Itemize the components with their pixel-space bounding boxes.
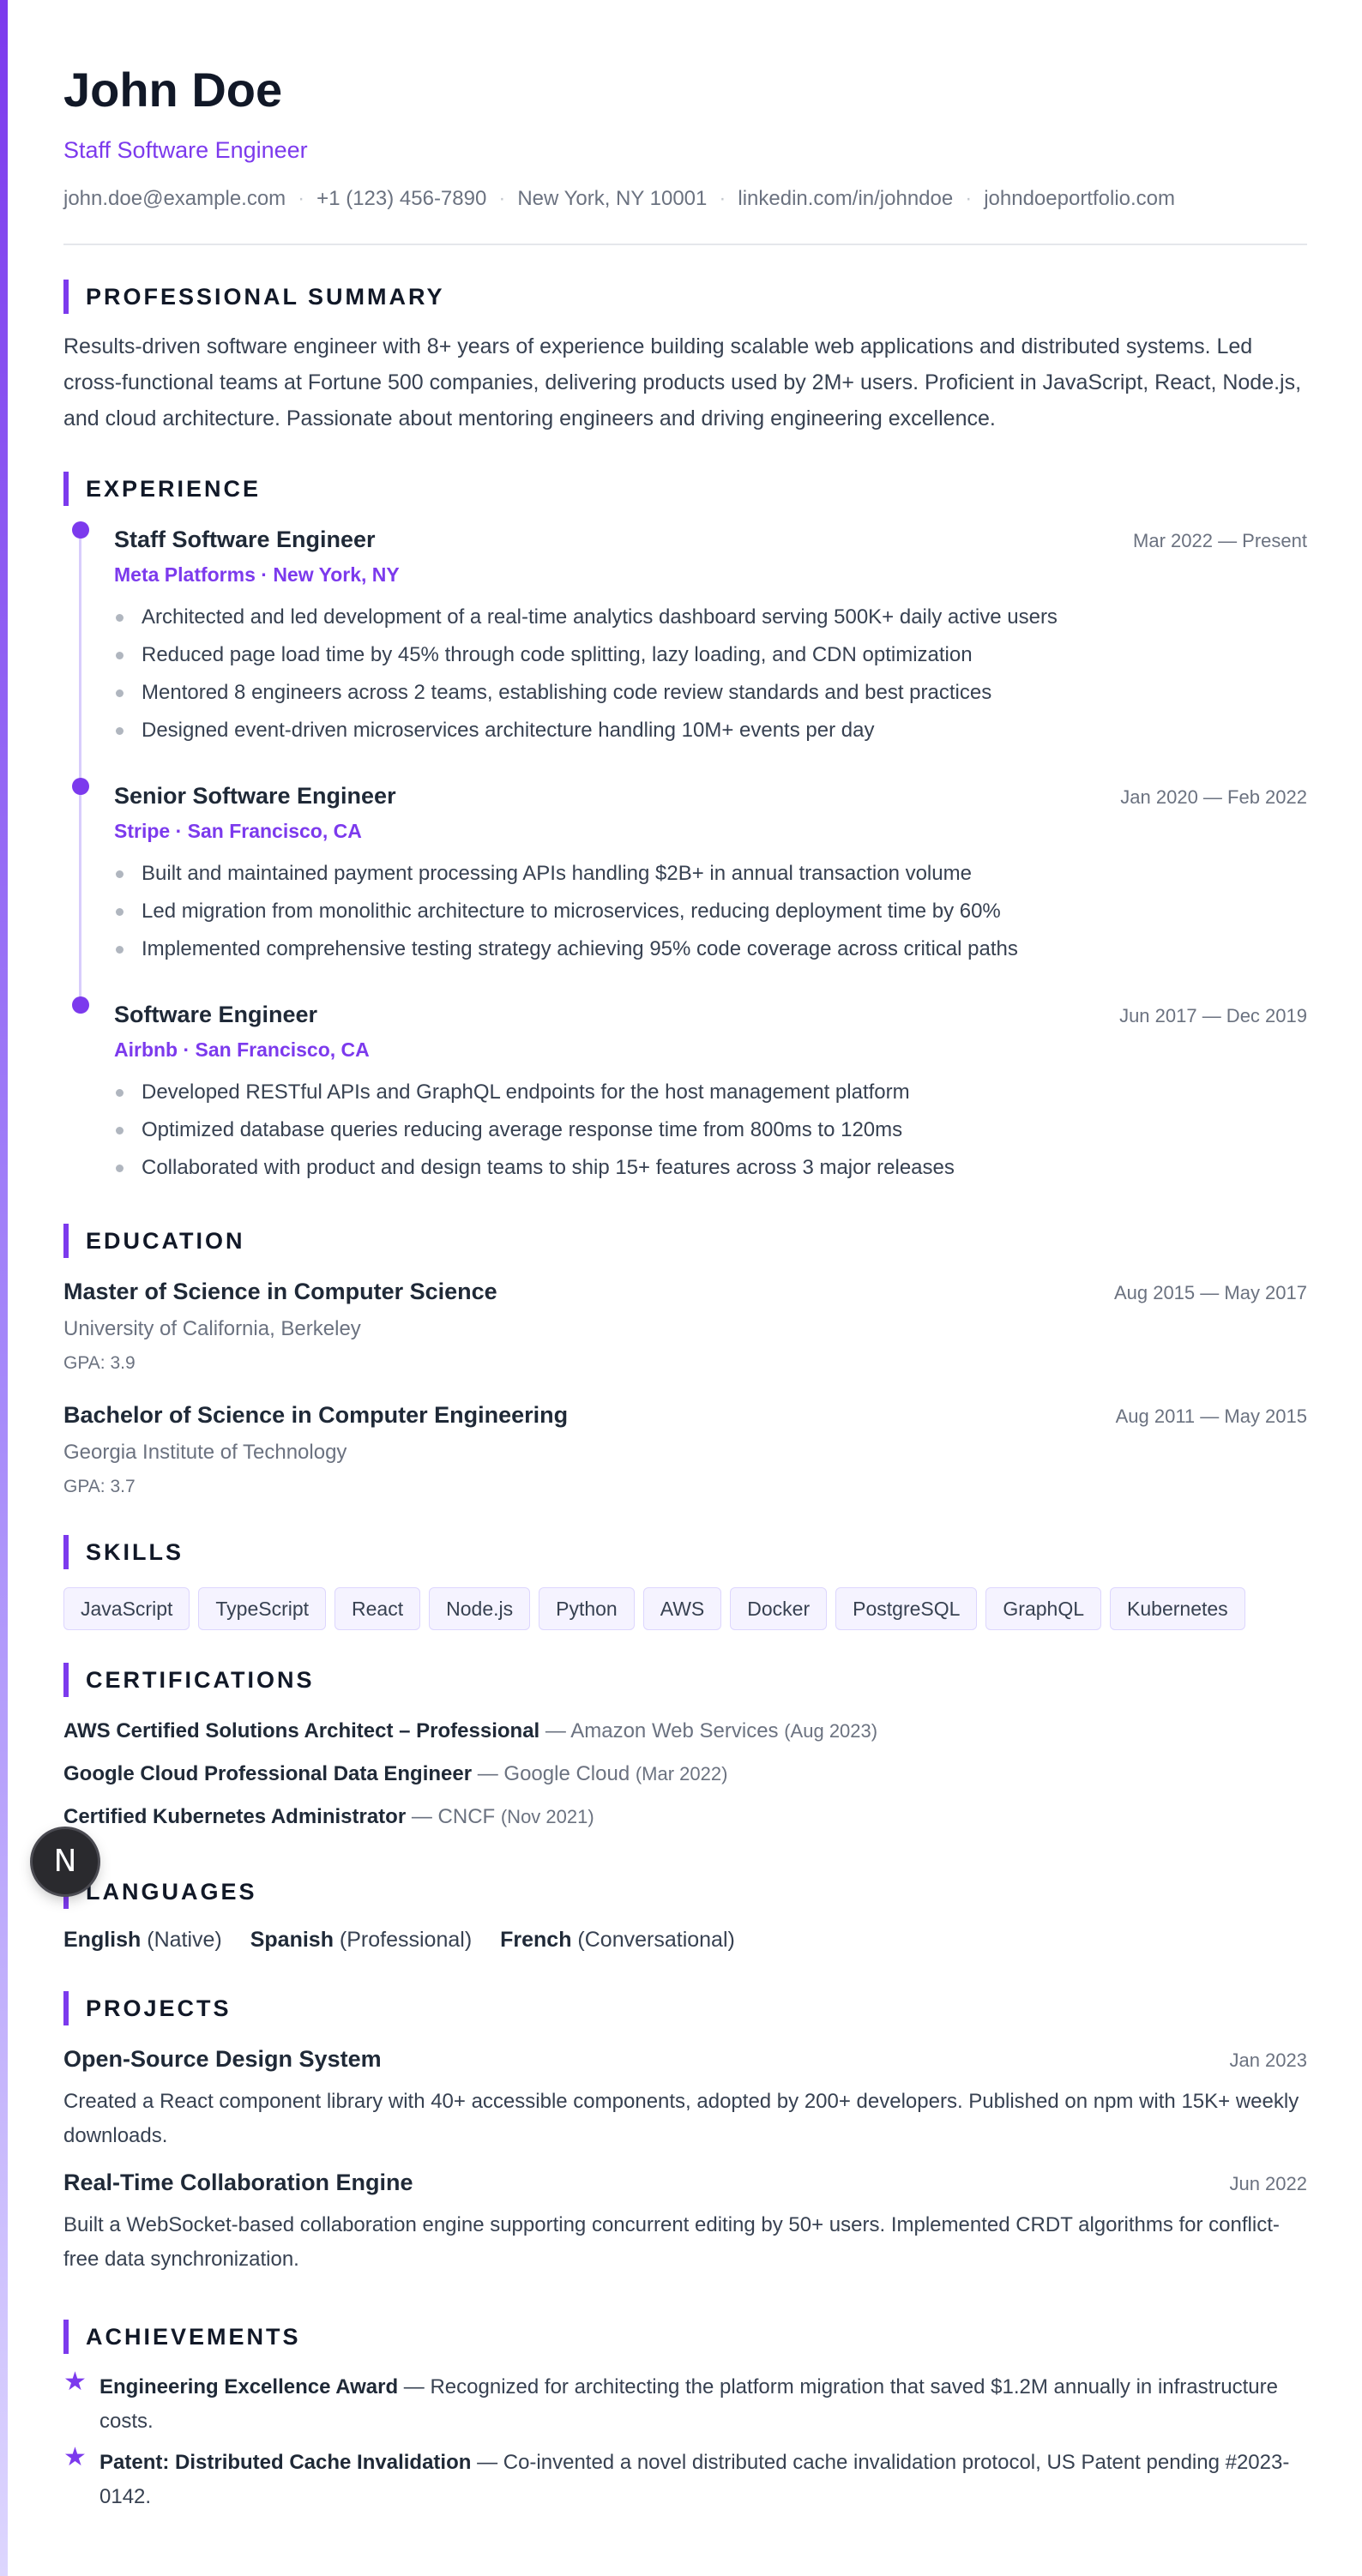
timeline-dot <box>72 778 89 795</box>
certification-item <box>63 1719 877 1743</box>
star-icon: ★ <box>63 2368 87 2396</box>
project-item <box>63 2046 1307 2153</box>
job-dates: Jun 2017 — Dec 2019 <box>1119 1005 1307 1026</box>
job-bullet: Mentored 8 engineers across 2 teams, establishing code review standards and best practices <box>114 674 1307 712</box>
contact-portfolio[interactable]: johndoeportfolio.com <box>984 187 1176 210</box>
summary-text: Results-driven software engineer with 8+ years of experience building scalable web applications and distributed systems. Led cross-functional teams at Fortune 500 companies, delivering products used by 2M+ users. Proficient in JavaScript, React, Node.js, and cloud architecture. Passionate about mentoring engineers and driving engineering excellence. <box>63 334 1302 430</box>
skill-chip: JavaScript <box>63 1587 190 1630</box>
experience-timeline <box>79 530 81 1003</box>
project-date: Jan 2023 <box>1229 2049 1307 2071</box>
job-bullet: Architected and led development of a real-time analytics dashboard serving 500K+ daily active users <box>114 599 1307 636</box>
certification-issuer: — Google Cloud <box>477 1762 630 1785</box>
section-heading-skills: SKILLS <box>63 1535 184 1569</box>
skill-chip: TypeScript <box>198 1587 326 1630</box>
languages-list <box>63 1928 757 1953</box>
job-title: Software Engineer <box>114 1002 318 1027</box>
contact-linkedin[interactable]: linkedin.com/in/johndoe <box>738 187 954 210</box>
job-bullet: Reduced page load time by 45% through code splitting, lazy loading, and CDN optimization <box>114 636 1307 674</box>
achievement-item <box>63 2443 1307 2514</box>
candidate-title: Staff Software Engineer <box>63 137 308 163</box>
experience-item <box>114 783 1307 968</box>
project-name: Real-Time Collaboration Engine <box>63 2170 413 2195</box>
job-company: Airbnb · San Francisco, CA <box>114 1038 370 1061</box>
section-heading-achievements: ACHIEVEMENTS <box>63 2320 301 2354</box>
education-gpa: GPA: 3.7 <box>63 1477 136 1496</box>
language-item: Spanish (Professional) <box>250 1928 473 1952</box>
language-item: English (Native) <box>63 1928 222 1952</box>
job-company: Stripe · San Francisco, CA <box>114 820 362 842</box>
timeline-dot <box>72 996 89 1014</box>
experience-item <box>114 527 1307 749</box>
project-date: Jun 2022 <box>1229 2173 1307 2194</box>
job-company: Meta Platforms · New York, NY <box>114 563 400 586</box>
certification-item <box>63 1762 727 1786</box>
certification-name: Certified Kubernetes Administrator <box>63 1805 407 1828</box>
section-heading-education: EDUCATION <box>63 1224 245 1258</box>
education-degree: Bachelor of Science in Computer Engineering <box>63 1402 569 1428</box>
certification-issuer: — CNCF <box>411 1805 496 1828</box>
education-school: University of California, Berkeley <box>63 1317 361 1340</box>
contact-line: john.doe@example.com · +1 (123) 456-7890 · New York, NY 10001 · linkedin.com/in/johndoe · johndoeportfolio.com <box>63 187 1176 210</box>
language-item: French (Conversational) <box>500 1928 735 1952</box>
project-description: Created a React component library with 40+ accessible components, adopted by 200+ developers. Published on npm with 15K+ weekly downloads. <box>63 2090 1299 2147</box>
job-bullet: Implemented comprehensive testing strategy achieving 95% code coverage across critical paths <box>114 930 1307 968</box>
job-bullet: Collaborated with product and design teams to ship 15+ features across 3 major releases <box>114 1149 1307 1187</box>
section-heading-projects: PROJECTS <box>63 1991 232 2025</box>
job-bullet: Led migration from monolithic architecture to microservices, reducing deployment time by 60% <box>114 893 1307 930</box>
education-degree: Master of Science in Computer Science <box>63 1279 497 1304</box>
education-gpa: GPA: 3.9 <box>63 1353 136 1373</box>
education-dates: Aug 2015 — May 2017 <box>1113 1282 1307 1303</box>
job-dates: Jan 2020 — Feb 2022 <box>1120 786 1307 808</box>
certification-date: (Aug 2023) <box>784 1720 878 1742</box>
section-heading-certifications: CERTIFICATIONS <box>63 1663 315 1697</box>
achievement-description: — Recognized for architecting the platform migration that saved $1.2M annually in infrastructure costs. <box>99 2375 1278 2433</box>
star-icon: ★ <box>63 2443 87 2471</box>
achievement-title: Patent: Distributed Cache Invalidation <box>99 2451 472 2474</box>
achievement-item <box>63 2370 1307 2439</box>
job-bullet: Designed event-driven microservices architecture handling 10M+ events per day <box>114 712 1307 749</box>
accent-bar <box>0 0 8 2576</box>
certification-name: AWS Certified Solutions Architect – Professional <box>63 1719 540 1742</box>
achievement-description: — Co-invented a novel distributed cache invalidation protocol, US Patent pending #2023-0142. <box>99 2451 1290 2508</box>
section-heading-summary: PROFESSIONAL SUMMARY <box>63 280 445 314</box>
contact-location: New York, NY 10001 <box>517 187 708 210</box>
timeline-dot <box>72 521 89 539</box>
skill-chip: React <box>334 1587 420 1630</box>
skill-chip: Node.js <box>429 1587 530 1630</box>
section-heading-experience: EXPERIENCE <box>63 472 261 506</box>
project-description: Built a WebSocket-based collaboration engine supporting concurrent editing by 50+ users. Implemented CRDT algorithms for conflict-free data synchronization. <box>63 2213 1280 2271</box>
app-badge-icon[interactable]: N <box>33 1829 98 1894</box>
section-heading-languages: LANGUAGES <box>63 1875 257 1909</box>
job-title: Staff Software Engineer <box>114 527 376 552</box>
education-item <box>63 1279 1307 1374</box>
experience-item <box>114 1002 1307 1187</box>
achievement-title: Engineering Excellence Award <box>99 2375 399 2398</box>
education-item <box>63 1402 1307 1497</box>
job-bullet: Optimized database queries reducing average response time from 800ms to 120ms <box>114 1111 1307 1149</box>
certification-issuer: — Amazon Web Services <box>545 1719 779 1742</box>
education-school: Georgia Institute of Technology <box>63 1441 347 1464</box>
skill-chip: GraphQL <box>985 1587 1101 1630</box>
skill-chip: AWS <box>643 1587 722 1630</box>
candidate-name: John Doe <box>63 63 283 117</box>
job-bullet: Developed RESTful APIs and GraphQL endpoints for the host management platform <box>114 1074 1307 1111</box>
job-title: Senior Software Engineer <box>114 783 396 809</box>
skills-list <box>63 1587 1245 1630</box>
project-item <box>63 2170 1307 2277</box>
skill-chip: Docker <box>730 1587 827 1630</box>
project-name: Open-Source Design System <box>63 2046 382 2072</box>
certification-date: (Nov 2021) <box>500 1806 594 1827</box>
certification-date: (Mar 2022) <box>635 1763 728 1785</box>
contact-email[interactable]: john.doe@example.com <box>63 187 286 210</box>
certification-item <box>63 1805 594 1829</box>
skill-chip: Python <box>539 1587 635 1630</box>
education-dates: Aug 2011 — May 2015 <box>1115 1405 1307 1427</box>
job-dates: Mar 2022 — Present <box>1133 530 1307 551</box>
certification-name: Google Cloud Professional Data Engineer <box>63 1762 473 1785</box>
contact-phone[interactable]: +1 (123) 456-7890 <box>316 187 487 210</box>
job-bullet: Built and maintained payment processing APIs handling $2B+ in annual transaction volume <box>114 855 1307 893</box>
skill-chip: Kubernetes <box>1110 1587 1245 1630</box>
header-divider <box>63 244 1307 245</box>
skill-chip: PostgreSQL <box>835 1587 977 1630</box>
